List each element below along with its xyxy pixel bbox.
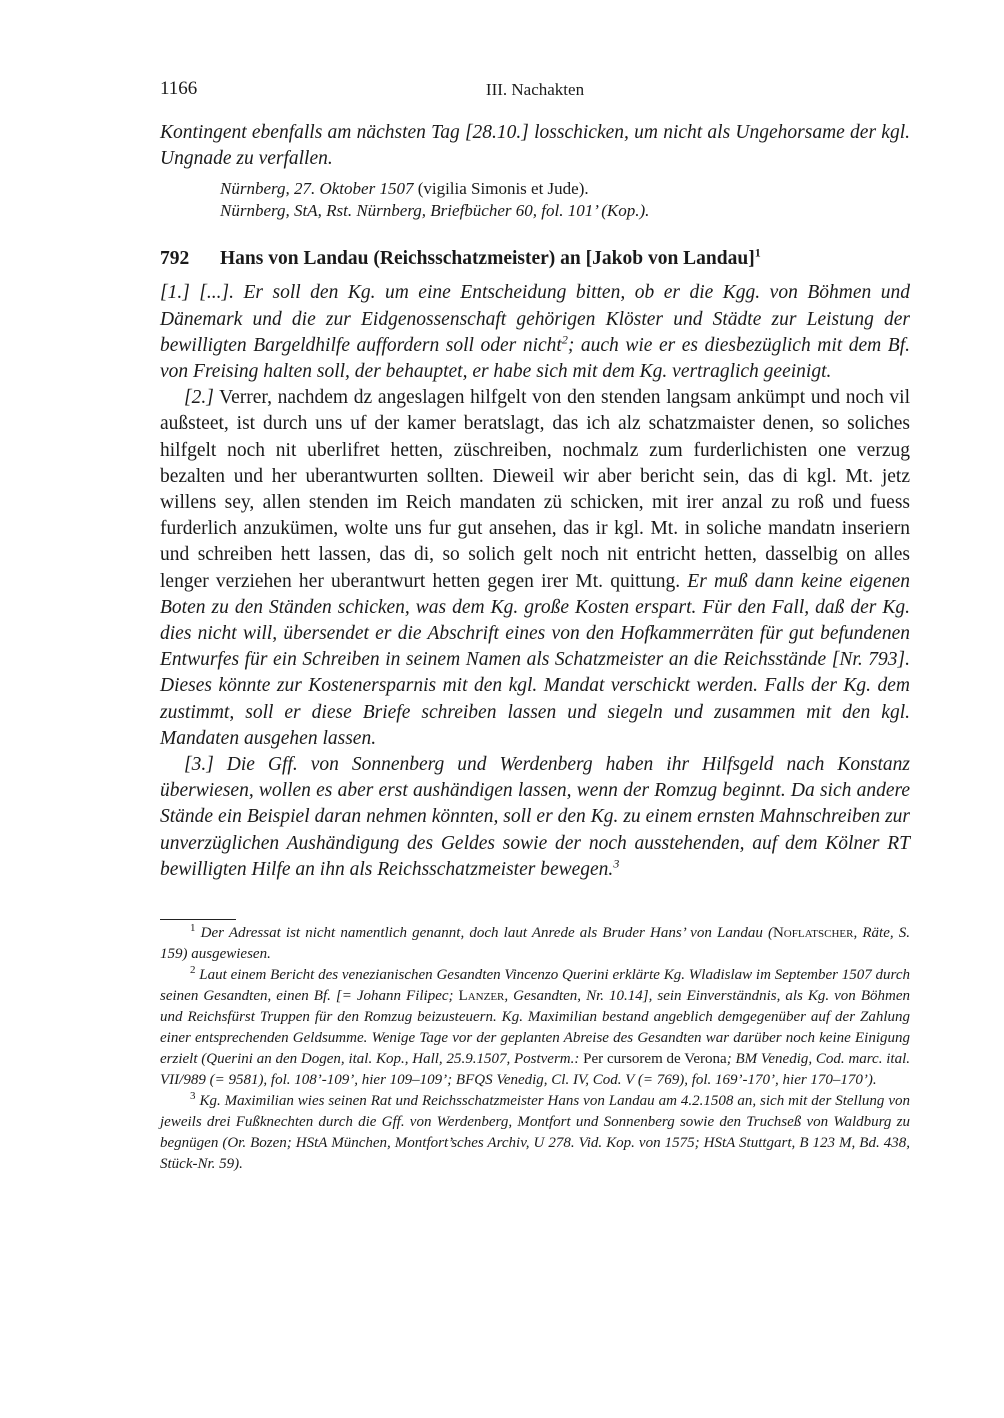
footnote-1-marker: 1 <box>190 922 196 935</box>
paragraph-3 <box>160 752 910 883</box>
footnote-ref-1: 1 <box>754 245 761 260</box>
footnote-rule <box>160 919 236 920</box>
running-title: III. Nachakten <box>485 80 585 99</box>
paragraph-2-marker: [2.] <box>184 387 214 409</box>
paragraph-1 <box>160 280 910 385</box>
footnote-ref-2: 2 <box>561 332 568 347</box>
footnote-1-text-a: Der Adressat ist nicht namentlich genannt, doch laut Anrede als Bruder Hans’ von Landau ( <box>200 925 773 942</box>
document-title: Hans von Landau (Reichsschatzmeister) an [Jakob von Landau] <box>220 248 755 270</box>
footnote-2-marker: 2 <box>190 964 196 977</box>
paragraph-2 <box>160 385 910 752</box>
footnote-2-text-a: Laut einem Bericht des venezianischen Gesandten Vincenzo Querini erklärte Kg. Wladislaw im September 1507 durch seinen Gesandten, einen Bf. [= Johann Filipec; <box>160 967 910 1005</box>
footnote-3-marker: 3 <box>190 1090 196 1103</box>
footnote-1-author: Noflatscher <box>772 925 854 942</box>
previous-document-summary: Kontingent ebenfalls am nächsten Tag [28.10.] losschicken, um nicht als Ungehorsame der kgl. Ungnade zu verfallen. <box>160 122 910 170</box>
paragraph-1-text-a: [1.] [...]. Er soll den Kg. um eine Entscheidung bitten, ob er die Kgg. von Böhmen und Dänemark und die zur Eidgenossenschaft gehörigen Klöster und Städte zur Leistung der bewilligten Bargeldhilfe auffordern soll oder nicht <box>160 282 910 356</box>
footnote-3-text: Kg. Maximilian wies seinen Rat und Reichsschatzmeister Hans von Landau am 4.2.1508 an, sich mit der Stellung von jeweils drei Fußknechten durch die Gff. von Werdenberg, Montfort und Sonnenberg sowie den Truchseß von Waldburg zu begnügen (Or. Bozen; HStA München, Montfort’sches Archiv, U 278. Vid. Kop. von 1575; HStA Stuttgart, B 123 M, Bd. 438, Stück-Nr. 59). <box>160 1093 911 1173</box>
document-page <box>160 78 910 1175</box>
date-feast: (vigilia Simonis et Jude). <box>417 179 589 199</box>
footnote-ref-3: 3 <box>613 856 620 871</box>
footnote-1 <box>160 923 910 965</box>
page-number: 1166 <box>160 78 198 99</box>
footnote-2-text-c: ; BM Venedig, Cod. marc. ital. VII/989 (= 9581), fol. 108’-109’, hier 109–109’; BFQS Venedig, Cl. IV, Cod. V (= 769), fol. 169’-170’, hier 170–170’). <box>160 1051 910 1089</box>
footnote-2-author: Lanzer <box>458 988 505 1005</box>
paragraph-1-text-b: ; auch wie er es diesbezüglich mit dem Bf. von Freising halten soll, der behauptet, er habe sich mit dem Kg. vertraglich geeinigt. <box>160 334 910 383</box>
paragraph-2-summary: Er muß dann keine eigenen Boten zu den Ständen schicken, was dem Kg. große Kosten erspart. Für den Fall, daß der Kg. dies nicht will, übersendet er die Abschrift eines von den Hofkammerräten für gut befundenen Entwurfes für ein Schreiben in seinem Namen als Schatzmeister an die Reichsstände [Nr. 793]. Dieses könnte zur Kostenersparnis mit den kgl. Mandat verschickt werden. Falls der Kg. dem zustimmt, soll er diese Briefe schreiben lassen und siegeln und zusammen mit den kgl. Mandaten ausgehen lassen. <box>160 570 910 749</box>
previous-document-dateline <box>220 178 910 222</box>
document-heading <box>160 245 910 270</box>
source-reference: Nürnberg, StA, Rst. Nürnberg, Briefbücher 60, fol. 101’ (Kop.). <box>220 201 650 221</box>
page-header <box>160 78 910 108</box>
footnote-2 <box>160 965 910 1091</box>
paragraph-3-text: [3.] Die Gff. von Sonnenberg und Werdenberg haben ihr Hilfsgeld nach Konstanz überwiesen, wollen es aber erst aushändigen lassen, wenn der Romzug beginnt. Da sich andere Stände ein Beispiel daran nehmen könnten, soll er den Kg. zu einem ernsten Mahnschreiben zur unverzüglichen Aushändigung des Geldes sowie der noch ausstehenden, auf dem Kölner RT bewilligten Hilfe an ihn als Reichsschatzmeister bewegen. <box>160 754 910 880</box>
footnote-1-text-b: , Räte, S. 159) ausgewiesen. <box>160 925 910 963</box>
document-number: 792 <box>160 248 190 270</box>
footnote-3 <box>160 1091 910 1175</box>
paragraph-2-text: Verrer, nachdem dz angeslagen hilfgelt von den stenden langsam ankümpt und noch vil außsteet, ist durch uns uf der kamer beratslagt, das ich alz schatzmaister denen, so soliches hilfgelt noch nit uberlifret hetten, züschreiben, nochmalz zum furderlichisten one verzug bezalten und her uberantwurten sollten. Dieweil wir aber bericht sein, das di kgl. Mt. jetz willens sey, allen stenden im Reich mandaten zü schicken, mit irer anzal zu roß und fuess furderlich anzukümen, wolte uns fur gut ansehen, das ir kgl. Mt. in soliche mandatn inseriern und schreiben hett lassen, das di, so solich gelt noch nit entricht hetten, dasselbig on alles lenger verziehen her uberantwurt hetten gegen irer Mt. quittung. <box>160 387 910 592</box>
footnote-2-text-b: , Gesandten, Nr. 10.14], sein Einverständnis, als Kg. von Böhmen und Reichsfürst Truppen für den Romzug beizusteuern. Kg. Maximilian bestand angeblich demgegenüber auf der Zahlung einer entsprechenden Geldsumme. Wenige Tage vor der geplanten Abreise des Gesandten war darüber noch keine Einigung erzielt (Querini an den Dogen, ital. Kop., Hall, 25.9.1507, Postverm.: <box>160 988 910 1068</box>
footnote-2-roman: Per cursorem de Verona <box>583 1051 727 1068</box>
date-place: Nürnberg, 27. Oktober 1507 <box>220 179 414 199</box>
